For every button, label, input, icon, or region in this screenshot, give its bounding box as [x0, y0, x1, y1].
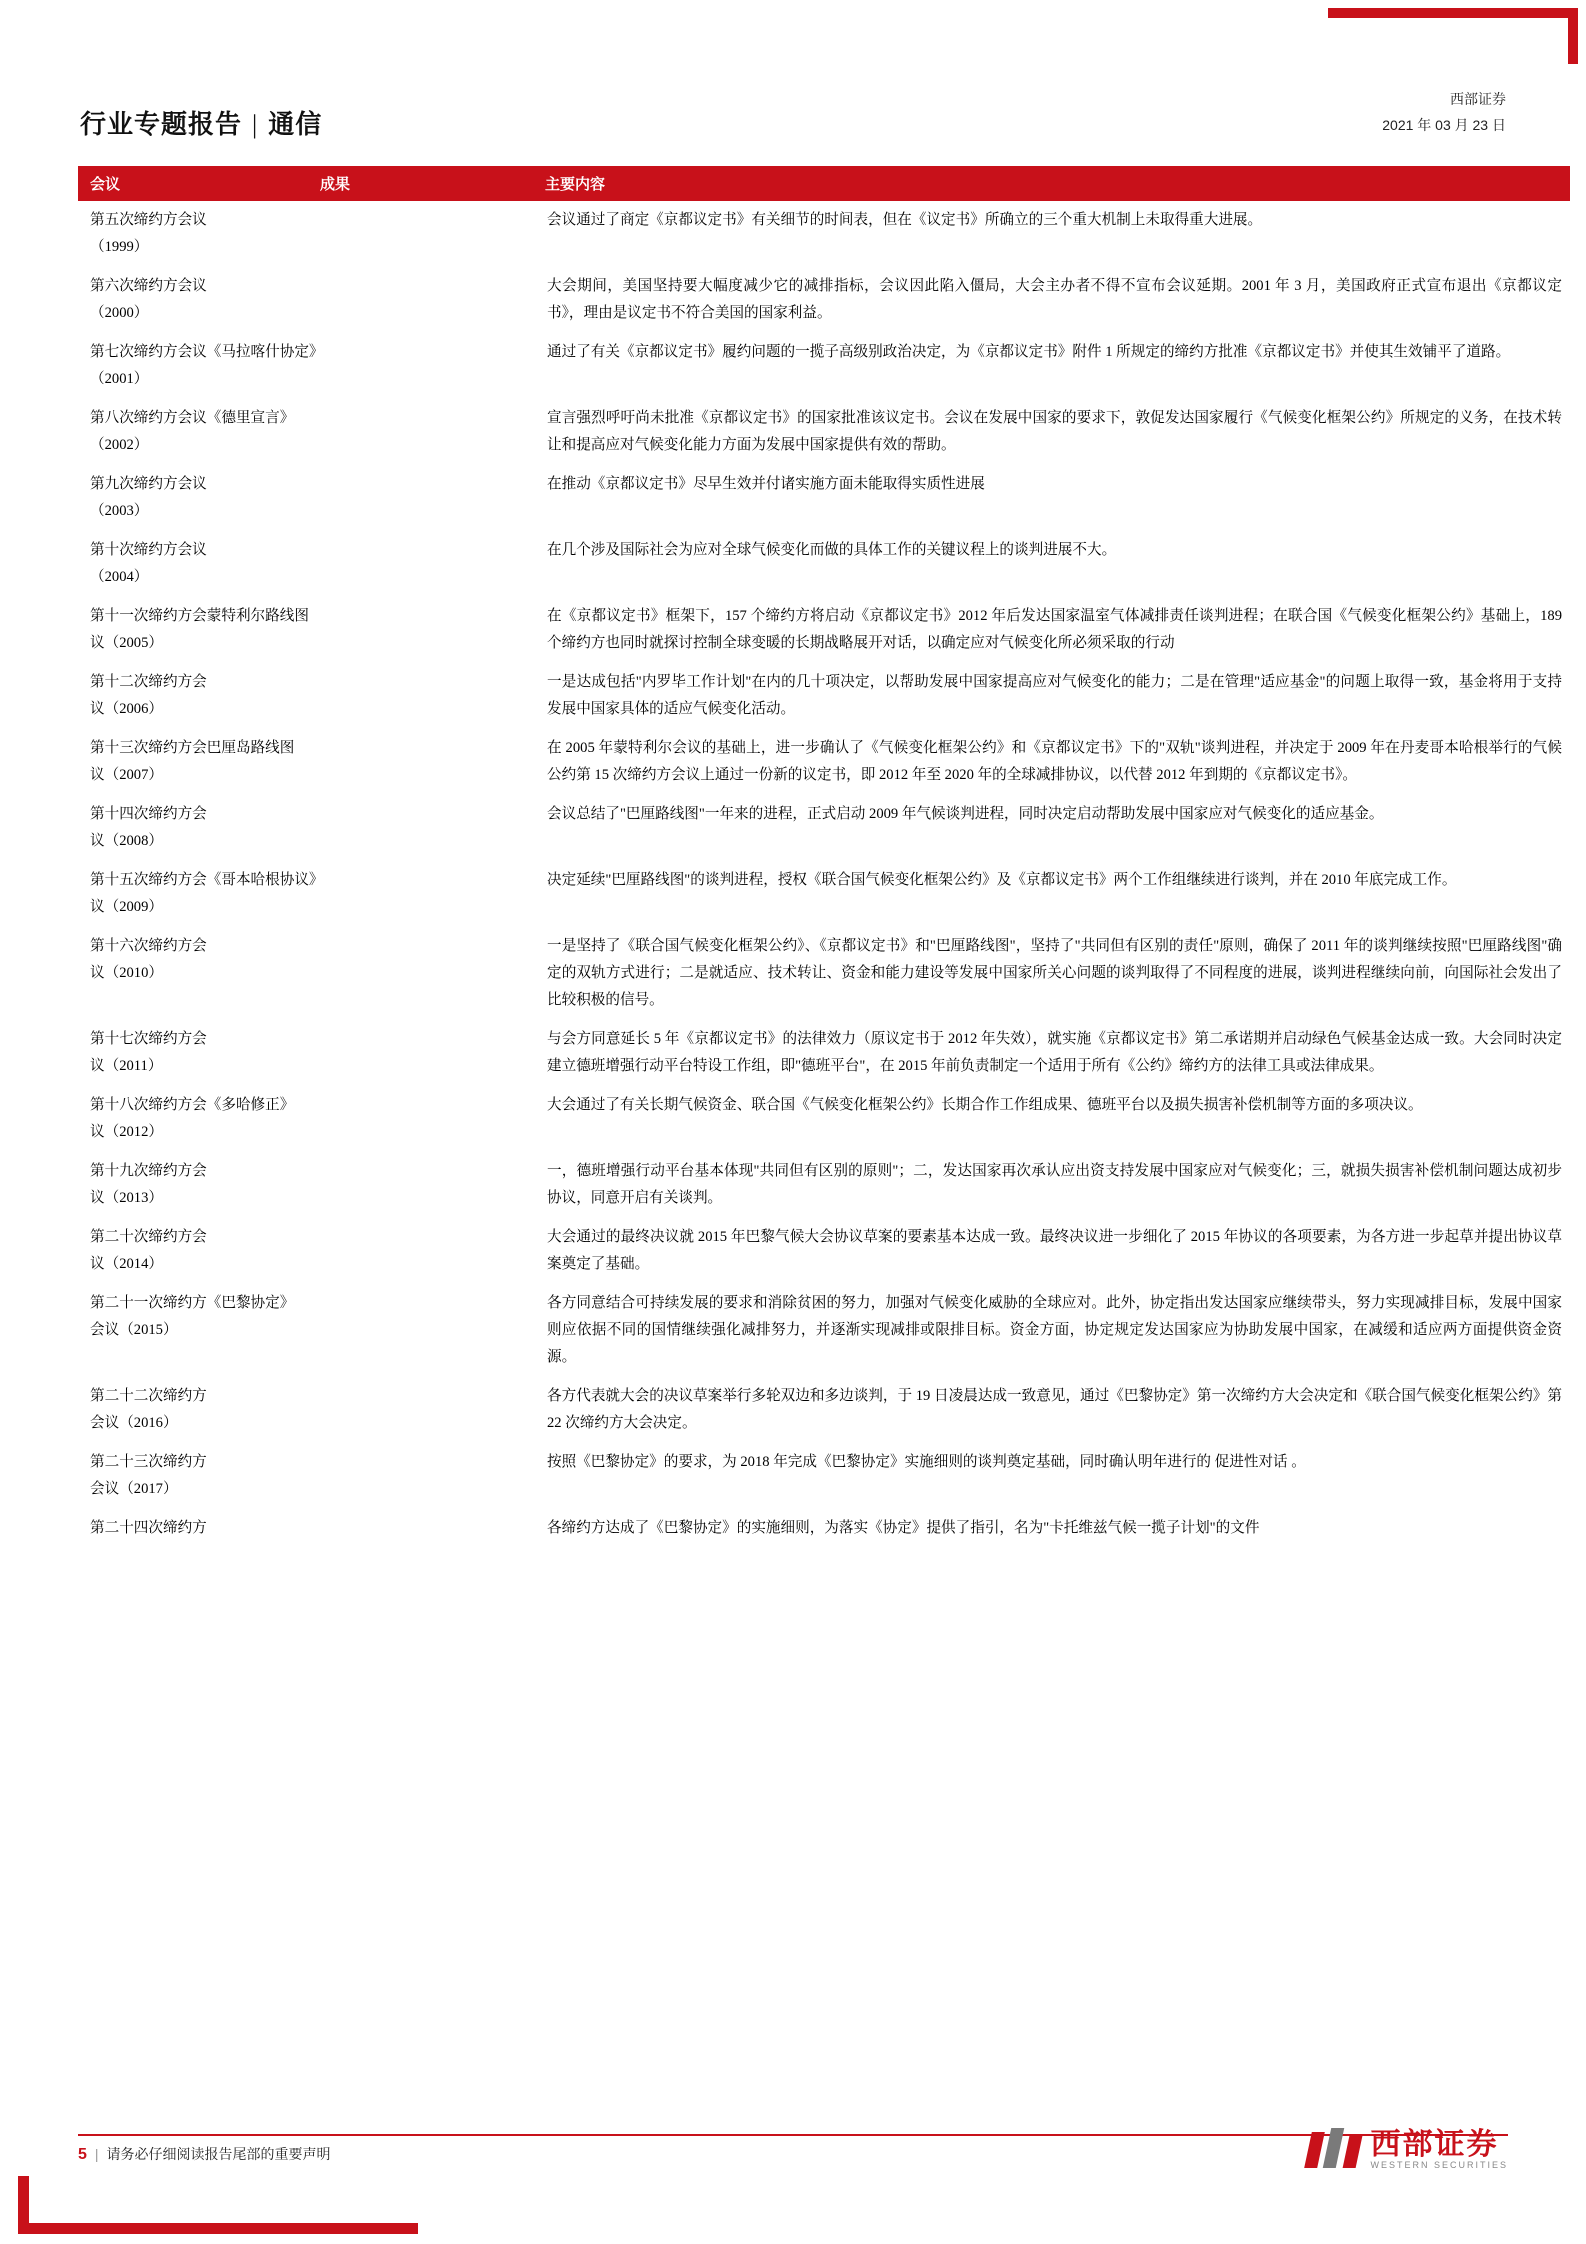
corner-decoration-top-right: [1326, 0, 1586, 64]
meeting-name: 第十二次缔约方会: [90, 674, 207, 690]
table-header: [78, 166, 1570, 201]
page-title-main: 行业专题报告: [80, 110, 243, 139]
table-cell-content: 与会方同意延长 5 年《京都议定书》的法律效力（原议定书于 2012 年失效），就实施《京都议定书》第二承诺期并启动绿色气候基金达成一致。大会同时决定建立德班增强行动平台特设工作组，即"德班平台"，在 2015 年前负责制定一个适用于所有《公约》缔约方的法律工具或法律成果。: [547, 1031, 1562, 1074]
table-row: [78, 597, 1570, 663]
table-row: [78, 1020, 1570, 1086]
table-cell-meeting: [78, 201, 535, 267]
corner-decoration-bottom-left: [0, 2164, 420, 2244]
meeting-year: 议（2009）: [90, 899, 163, 915]
table-cell-content: 大会通过了有关长期气候资金、联合国《气候变化框架公约》长期合作工作组成果、德班平台以及损失损害补偿机制等方面的多项决议。: [547, 1097, 1423, 1113]
meeting-name: 第十次缔约方会议: [90, 542, 207, 558]
meeting-year: 议（2013）: [90, 1190, 163, 1206]
table-row: [78, 1443, 1570, 1509]
table-row: [78, 267, 1570, 333]
table-cell-meeting: [78, 1377, 535, 1443]
meeting-name: 第九次缔约方会议: [90, 476, 207, 492]
table-cell-meeting: [78, 267, 535, 333]
page-number: 5: [78, 2146, 87, 2163]
table-header-row: [78, 166, 1570, 201]
header-date: 2021 年 03 月 23 日: [1382, 117, 1506, 133]
table-cell-content: 大会期间，美国坚持要大幅度减少它的减排指标，会议因此陷入僵局，大会主办者不得不宣布会议延期。2001 年 3 月，美国政府正式宣布退出《京都议定书》，理由是议定书不符合美国的国家利益。: [547, 278, 1562, 321]
table-cell-content: 在 2005 年蒙特利尔会议的基础上，进一步确认了《气候变化框架公约》和《京都议定书》下的"双轨"谈判进程，并决定于 2009 年在丹麦哥本哈根举行的气候公约第 15 次缔约方会议上通过一份新的议定书，即 2012 年至 2020 年的全球减排协议，以代替 2012 年到期的《京都议定书》。: [547, 740, 1562, 783]
meeting-year: （2002）: [90, 437, 149, 453]
table-row: [78, 1086, 1570, 1152]
table-cell-meeting: [78, 1152, 535, 1218]
table-row: [78, 333, 1570, 399]
table-cell-meeting: [78, 1218, 535, 1284]
meeting-year: 议（2011）: [90, 1058, 163, 1074]
conference-table-wrapper: [78, 166, 1562, 1548]
table-cell-content: 按照《巴黎协定》的要求，为 2018 年完成《巴黎协定》实施细则的谈判奠定基础，同时确认明年进行的 促进性对话 。: [547, 1454, 1306, 1470]
logo-text-group: [1370, 2130, 1508, 2170]
table-row: [78, 729, 1570, 795]
meeting-name: 第十九次缔约方会: [90, 1163, 207, 1179]
meeting-name: 第二十三次缔约方: [90, 1454, 207, 1470]
corner-bar-vertical: [1568, 8, 1578, 64]
page-title-separator: |: [252, 110, 259, 139]
meeting-name: 第八次缔约方会议《德里宣言》: [90, 410, 295, 426]
table-row: [78, 1377, 1570, 1443]
table-row: [78, 531, 1570, 597]
meeting-year: （1999）: [90, 239, 149, 255]
meeting-name: 第二十次缔约方会: [90, 1229, 207, 1245]
meeting-name: 第二十四次缔约方: [90, 1520, 207, 1536]
table-body: [78, 201, 1570, 1548]
header-meta: [1382, 86, 1506, 138]
header-company: 西部证券: [1450, 91, 1506, 107]
meeting-year: （2004）: [90, 569, 149, 585]
meeting-name: 第十一次缔约方会蒙特利尔路线图: [90, 608, 309, 624]
table-row: [78, 465, 1570, 531]
table-cell-meeting: [78, 927, 535, 1020]
meeting-name: 第二十二次缔约方: [90, 1388, 207, 1404]
footer-disclaimer: 请务必仔细阅读报告尾部的重要声明: [106, 2146, 331, 2162]
table-row: [78, 1152, 1570, 1218]
table-cell-content: 宣言强烈呼吁尚未批准《京都议定书》的国家批准该议定书。会议在发展中国家的要求下，敦促发达国家履行《气候变化框架公约》所规定的义务，在技术转让和提高应对气候变化能力方面为发展中国家提供有效的帮助。: [547, 410, 1562, 453]
meeting-name: 第十八次缔约方会《多哈修正》: [90, 1097, 295, 1113]
table-cell-content: 各方代表就大会的决议草案举行多轮双边和多边谈判，于 19 日凌晨达成一致意见，通过《巴黎协定》第一次缔约方大会决定和《联合国气候变化框架公约》第 22 次缔约方大会决定。: [547, 1388, 1562, 1431]
meeting-year: 议（2012）: [90, 1124, 163, 1140]
table-cell-meeting: [78, 1443, 535, 1509]
table-row: [78, 399, 1570, 465]
table-cell-meeting: [78, 333, 535, 399]
table-row: [78, 1509, 1570, 1548]
table-cell-meeting: [78, 861, 535, 927]
table-cell-meeting: [78, 663, 535, 729]
company-logo: [1308, 2128, 1508, 2172]
table-cell-content: 在《京都议定书》框架下，157 个缔约方将启动《京都议定书》2012 年后发达国家温室气体减排责任谈判进程；在联合国《气候变化框架公约》基础上，189 个缔约方也同时就探讨控制全球变暖的长期战略展开对话，以确定应对气候变化所必须采取的行动: [547, 608, 1562, 651]
table-cell-content: 一是坚持了《联合国气候变化框架公约》、《京都议定书》和"巴厘路线图"，坚持了"共同但有区别的责任"原则，确保了 2011 年的谈判继续按照"巴厘路线图"确定的双轨方式进行；二是就适应、技术转让、资金和能力建设等发展中国家所关心问题的谈判取得了不同程度的进展，谈判进程继续向前，向国际社会发出了比较积极的信号。: [547, 938, 1562, 1008]
table-cell-meeting: [78, 1086, 535, 1152]
column-header-result: 成果: [310, 166, 535, 201]
meeting-year: 议（2006）: [90, 701, 163, 717]
table-row: [78, 1284, 1570, 1377]
table-cell-content: 在推动《京都议定书》尽早生效并付诸实施方面未能取得实质性进展: [547, 476, 985, 492]
meeting-name: 第十七次缔约方会: [90, 1031, 207, 1047]
table-cell-meeting: [78, 1509, 535, 1548]
table-row: [78, 795, 1570, 861]
meeting-name: 第十四次缔约方会: [90, 806, 207, 822]
meeting-name: 第十三次缔约方会巴厘岛路线图: [90, 740, 295, 756]
table-cell-content: 通过了有关《京都议定书》履约问题的一揽子高级别政治决定，为《京都议定书》附件 1 所规定的缔约方批准《京都议定书》并使其生效铺平了道路。: [547, 344, 1511, 360]
corner-bar-horizontal: [1328, 8, 1578, 18]
page-title-sub: 通信: [268, 110, 323, 139]
table-cell-content: 大会通过的最终决议就 2015 年巴黎气候大会协议草案的要素基本达成一致。最终决议进一步细化了 2015 年协议的各项要素，为各方进一步起草并提出协议草案奠定了基础。: [547, 1229, 1562, 1272]
table-row: [78, 663, 1570, 729]
meeting-name: 第六次缔约方会议: [90, 278, 207, 294]
table-cell-meeting: [78, 1284, 535, 1377]
table-cell-meeting: [78, 465, 535, 531]
table-row: [78, 201, 1570, 267]
meeting-year: （2000）: [90, 305, 149, 321]
table-cell-meeting: [78, 531, 535, 597]
meeting-year: （2001）: [90, 371, 149, 387]
column-header-meeting: 会议: [78, 166, 310, 201]
footer-divider: [78, 2134, 1508, 2136]
logo-text-english: WESTERN SECURITIES: [1370, 2160, 1508, 2170]
table-cell-content: 决定延续"巴厘路线图"的谈判进程，授权《联合国气候变化框架公约》及《京都议定书》两个工作组继续进行谈判，并在 2010 年底完成工作。: [547, 872, 1457, 888]
footer-note: [78, 2144, 331, 2164]
table-cell-content: 会议通过了商定《京都议定书》有关细节的时间表，但在《议定书》所确立的三个重大机制上未取得重大进展。: [547, 212, 1263, 228]
meeting-name: 第七次缔约方会议《马拉喀什协定》: [90, 344, 324, 360]
corner-bar-vertical-bottom: [18, 2176, 29, 2234]
meeting-name: 第十五次缔约方会《哥本哈根协议》: [90, 872, 324, 888]
table-cell-content: 一是达成包括"内罗毕工作计划"在内的几十项决定，以帮助发展中国家提高应对气候变化的能力；二是在管理"适应基金"的问题上取得一致，基金将用于支持发展中国家具体的适应气候变化活动。: [547, 674, 1562, 717]
table-row: [78, 861, 1570, 927]
meeting-year: （2003）: [90, 503, 149, 519]
meeting-name: 第二十一次缔约方《巴黎协定》: [90, 1295, 295, 1311]
meeting-year: 议（2007）: [90, 767, 163, 783]
table-cell-meeting: [78, 795, 535, 861]
logo-mark-icon: [1308, 2128, 1360, 2172]
table-row: [78, 927, 1570, 1020]
table-cell-content: 在几个涉及国际社会为应对全球气候变化而做的具体工作的关键议程上的谈判进展不大。: [547, 542, 1117, 558]
footer-separator: |: [94, 2146, 99, 2162]
page-title: [80, 104, 322, 141]
table-cell-content: 各方同意结合可持续发展的要求和消除贫困的努力，加强对气候变化威胁的全球应对。此外，协定指出发达国家应继续带头，努力实现减排目标，发展中国家则应依据不同的国情继续强化减排努力，并逐渐实现减排或限排目标。资金方面，协定规定发达国家应为协助发展中国家，在减缓和适应两方面提供资金资源。: [547, 1295, 1562, 1365]
table-cell-meeting: [78, 399, 535, 465]
meeting-year: 会议（2016）: [90, 1415, 178, 1431]
meeting-year: 会议（2015）: [90, 1322, 178, 1338]
column-header-content: 主要内容: [535, 166, 1570, 201]
conference-table: [78, 166, 1570, 1548]
table-cell-content: 会议总结了"巴厘路线图"一年来的进程，正式启动 2009 年气候谈判进程，同时决定启动帮助发展中国家应对气候变化的适应基金。: [547, 806, 1384, 822]
meeting-year: 议（2008）: [90, 833, 163, 849]
table-cell-content: 各缔约方达成了《巴黎协定》的实施细则，为落实《协定》提供了指引，名为"卡托维兹气候一揽子计划"的文件: [547, 1520, 1260, 1536]
table-cell-meeting: [78, 729, 535, 795]
table-cell-content: 一，德班增强行动平台基本体现"共同但有区别的原则"；二，发达国家再次承认应出资支持发展中国家应对气候变化；三，就损失损害补偿机制问题达成初步协议，同意开启有关谈判。: [547, 1163, 1562, 1206]
meeting-year: 议（2014）: [90, 1256, 163, 1272]
meeting-name: 第五次缔约方会议: [90, 212, 207, 228]
logo-text-chinese: 西部证券: [1370, 2128, 1499, 2161]
meeting-name: 第十六次缔约方会: [90, 938, 207, 954]
page-header: [80, 86, 1506, 156]
meeting-year: 会议（2017）: [90, 1481, 178, 1497]
meeting-year: 议（2010）: [90, 965, 163, 981]
table-cell-meeting: [78, 1020, 535, 1086]
meeting-year: 议（2005）: [90, 635, 163, 651]
corner-bar-horizontal-bottom: [18, 2223, 418, 2234]
table-cell-meeting: [78, 597, 535, 663]
table-row: [78, 1218, 1570, 1284]
